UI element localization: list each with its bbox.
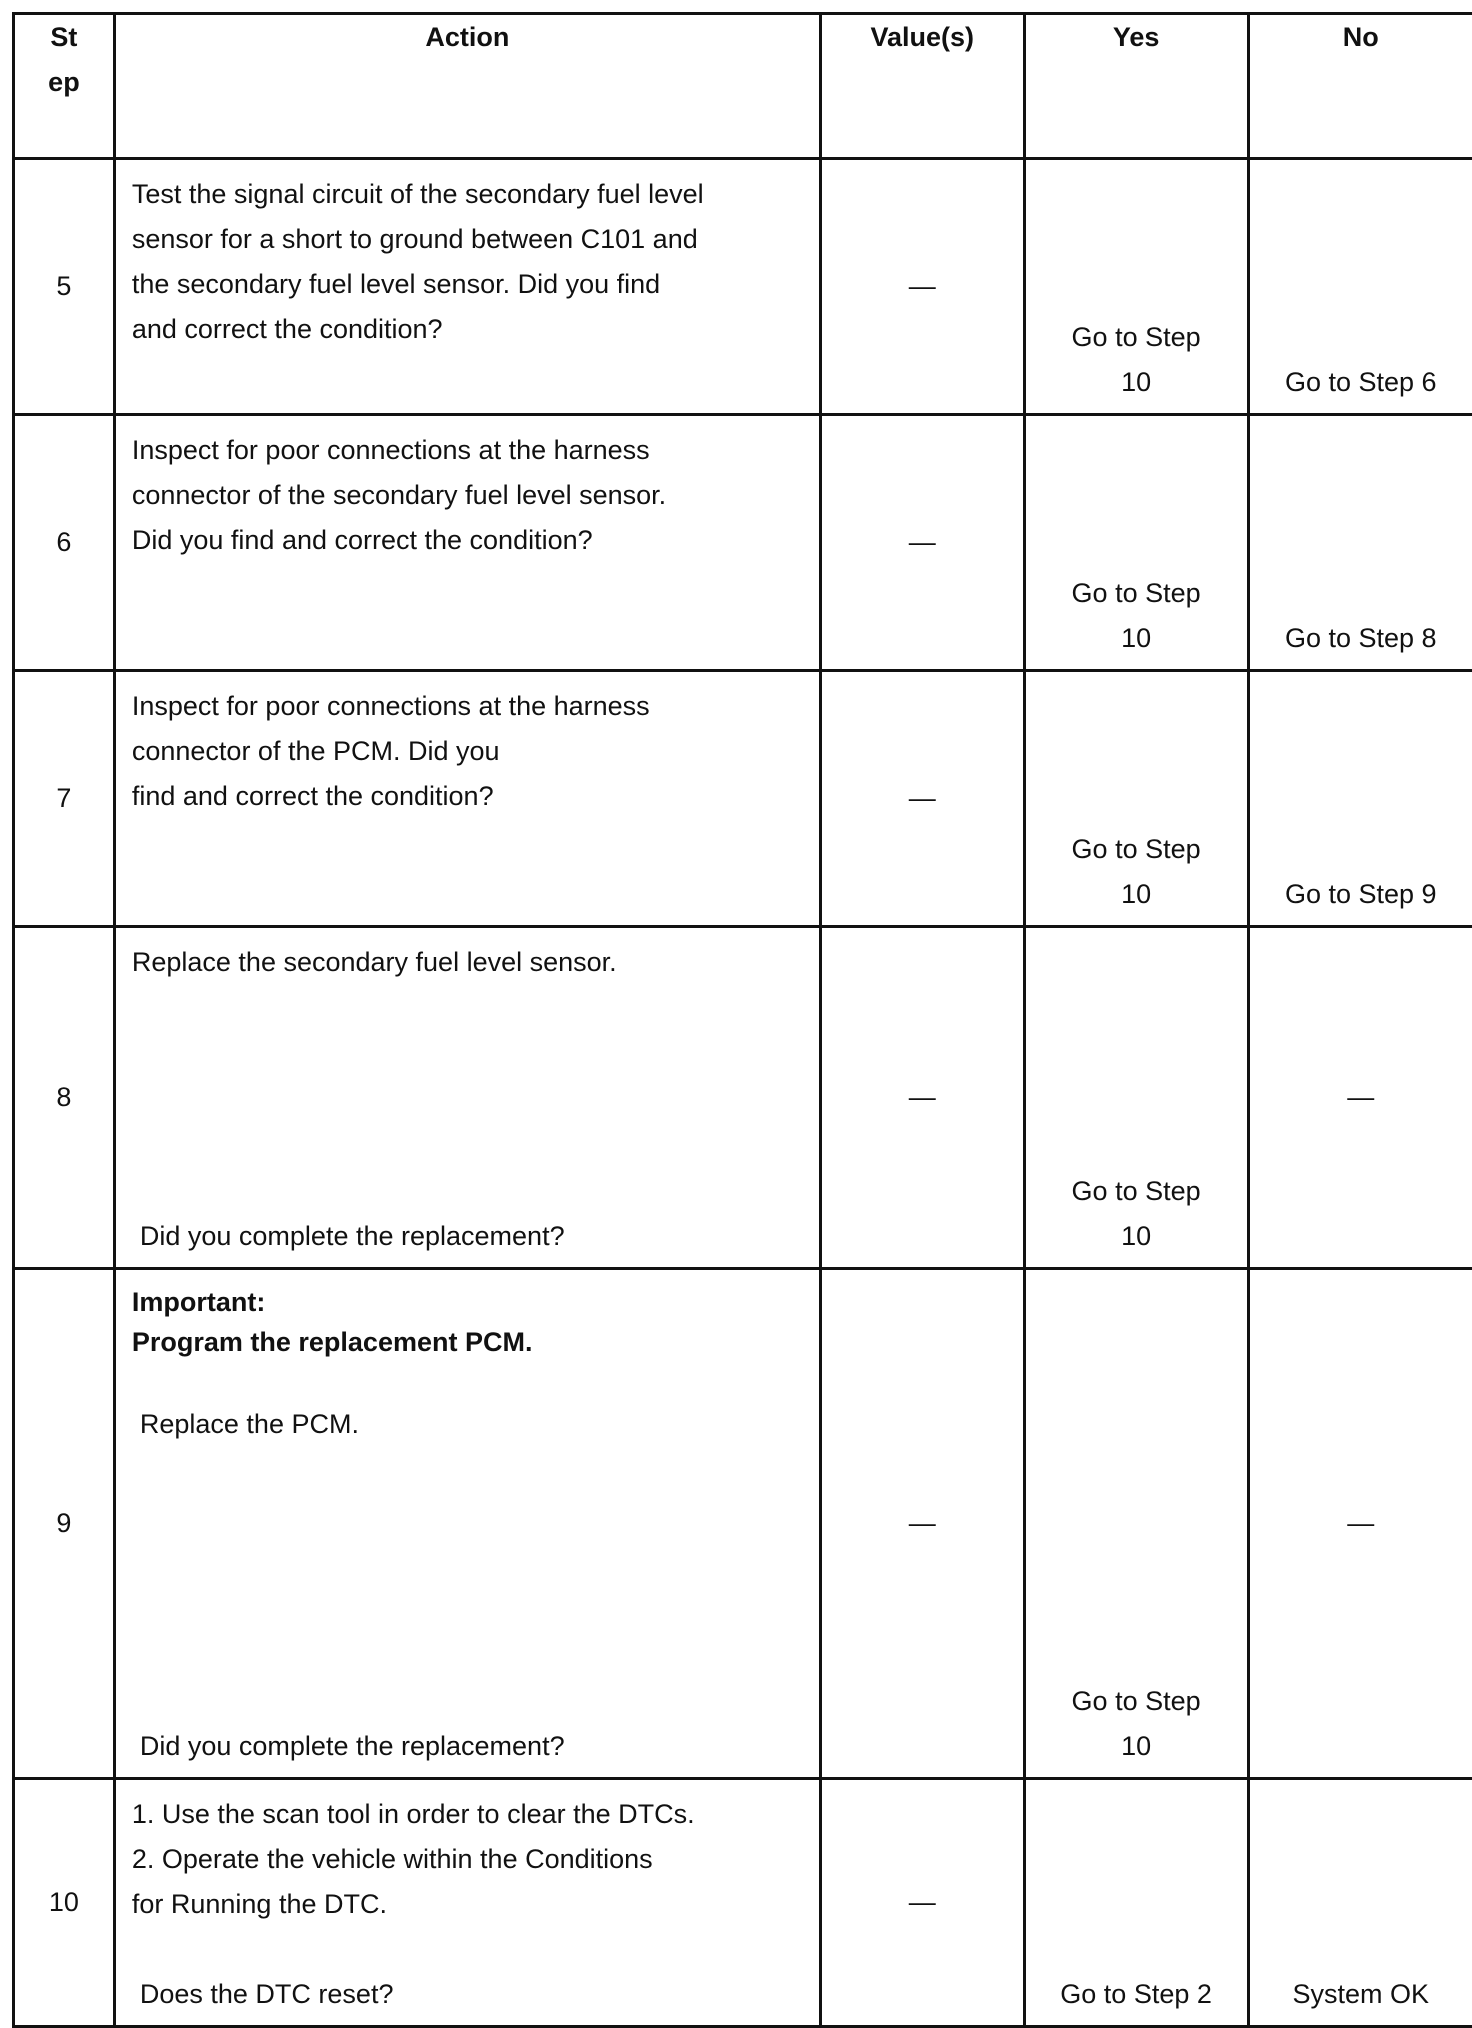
action-cell: [114, 1779, 820, 2027]
no-cell: —: [1248, 1269, 1472, 1779]
yes-line: Go to Step: [1026, 1169, 1247, 1214]
header-step-line-1: St: [15, 15, 113, 60]
table-row: [14, 671, 1472, 927]
action-line: sensor for a short to ground between C101 and: [132, 217, 803, 262]
action-line: find and correct the condition?: [132, 774, 803, 819]
header-row: [14, 14, 1472, 159]
table-row: [14, 1779, 1472, 2027]
table-row: [14, 159, 1472, 415]
action-line: for Running the DTC.: [132, 1882, 803, 1927]
yes-line: 10: [1026, 872, 1247, 917]
action-line: Test the signal circuit of the secondary fuel level: [132, 172, 803, 217]
yes-cell: [1024, 415, 1248, 671]
header-step: [14, 14, 115, 159]
yes-line: Go to Step: [1026, 571, 1247, 616]
table-row: [14, 1269, 1472, 1779]
value-cell: —: [820, 1779, 1024, 2027]
yes-line: Go to Step: [1026, 315, 1247, 360]
important-label: Important:: [132, 1282, 803, 1322]
header-action: Action: [114, 14, 820, 159]
value-cell: —: [820, 1269, 1024, 1779]
value-cell: —: [820, 671, 1024, 927]
yes-cell: [1024, 1269, 1248, 1779]
yes-line: 10: [1026, 1724, 1247, 1769]
table-row: [14, 415, 1472, 671]
yes-cell: [1024, 927, 1248, 1269]
yes-line: 10: [1026, 360, 1247, 405]
action-question: Did you complete the replacement?: [140, 1214, 565, 1259]
action-line: the secondary fuel level sensor. Did you find: [132, 262, 803, 307]
value-cell: —: [820, 927, 1024, 1269]
table-row: [14, 927, 1472, 1269]
action-line: Replace the PCM.: [132, 1402, 803, 1447]
step-number: 8: [14, 927, 115, 1269]
yes-line: Go to Step: [1026, 827, 1247, 872]
action-question: Does the DTC reset?: [140, 1972, 394, 2017]
action-cell: [114, 159, 820, 415]
action-line: Did you find and correct the condition?: [132, 518, 803, 563]
step-number: 10: [14, 1779, 115, 2027]
diagnostic-table: [12, 12, 1472, 2028]
action-line: Replace the secondary fuel level sensor.: [132, 940, 803, 985]
no-cell: System OK: [1248, 1779, 1472, 2027]
yes-line: Go to Step 2: [1026, 1972, 1247, 2017]
step-number: 6: [14, 415, 115, 671]
yes-cell: [1024, 159, 1248, 415]
header-yes: Yes: [1024, 14, 1248, 159]
header-no: No: [1248, 14, 1472, 159]
action-line: Inspect for poor connections at the harness: [132, 684, 803, 729]
yes-cell: [1024, 1779, 1248, 2027]
yes-line: Go to Step: [1026, 1679, 1247, 1724]
yes-cell: [1024, 671, 1248, 927]
step-number: 7: [14, 671, 115, 927]
header-step-line-2: ep: [15, 60, 113, 105]
action-line: connector of the secondary fuel level sensor.: [132, 473, 803, 518]
action-line: 2. Operate the vehicle within the Conditions: [132, 1837, 803, 1882]
action-line: and correct the condition?: [132, 307, 803, 352]
no-cell: —: [1248, 927, 1472, 1269]
yes-line: 10: [1026, 616, 1247, 661]
no-cell: Go to Step 9: [1248, 671, 1472, 927]
step-number: 9: [14, 1269, 115, 1779]
no-cell: Go to Step 8: [1248, 415, 1472, 671]
action-cell: [114, 671, 820, 927]
action-question: Did you complete the replacement?: [140, 1724, 565, 1769]
step-number: 5: [14, 159, 115, 415]
action-cell: [114, 415, 820, 671]
action-line: Inspect for poor connections at the harness: [132, 428, 803, 473]
action-cell: [114, 1269, 820, 1779]
action-cell: [114, 927, 820, 1269]
header-values: Value(s): [820, 14, 1024, 159]
yes-line: 10: [1026, 1214, 1247, 1259]
no-cell: Go to Step 6: [1248, 159, 1472, 415]
important-text: Program the replacement PCM.: [132, 1322, 803, 1362]
value-cell: —: [820, 415, 1024, 671]
value-cell: —: [820, 159, 1024, 415]
action-line: connector of the PCM. Did you: [132, 729, 803, 774]
action-line: 1. Use the scan tool in order to clear the DTCs.: [132, 1792, 803, 1837]
